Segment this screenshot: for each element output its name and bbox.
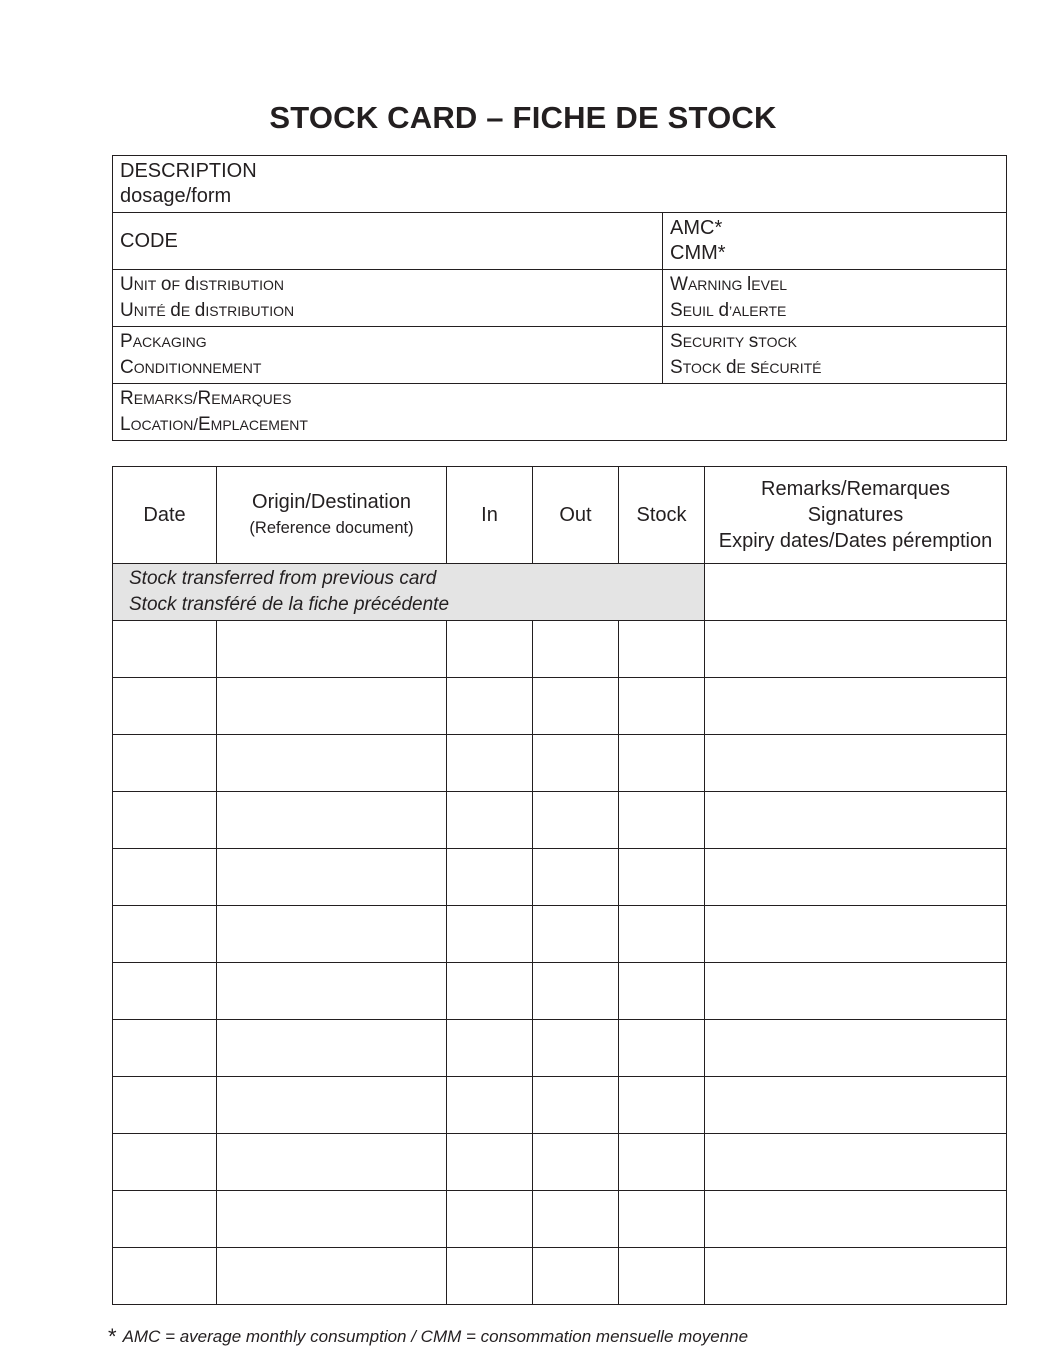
remarks-label: REMARKS/REMARQUES [120,388,292,409]
cell-date[interactable] [113,1020,217,1077]
cell-origin[interactable] [217,735,447,792]
security-fr-label: STOCK dE sÉCURITÉ [670,357,822,378]
cell-stock[interactable] [619,735,705,792]
cell-out[interactable] [533,1077,619,1134]
table-row [113,735,1007,792]
cell-remarks[interactable] [705,1077,1007,1134]
header-out: Out [533,467,619,564]
cell-date[interactable] [113,963,217,1020]
table-row [113,1191,1007,1248]
cell-in[interactable] [447,1077,533,1134]
amc-label: AMC* [670,217,723,239]
header-origin-label: Origin/Destination [252,491,411,513]
cell-stock[interactable] [619,849,705,906]
cell-date[interactable] [113,621,217,678]
cell-stock[interactable] [619,906,705,963]
transfer-en-label: Stock transferred from previous card [129,568,437,589]
header-remarks-label: Remarks/Remarques [761,478,950,500]
cell-remarks[interactable] [705,906,1007,963]
cell-in[interactable] [447,735,533,792]
cell-date[interactable] [113,1191,217,1248]
cell-out[interactable] [533,621,619,678]
warning-level-field[interactable] [663,270,1007,327]
location-label: LOCATION/EMPLACEMENT [120,414,308,435]
cell-origin[interactable] [217,1077,447,1134]
cell-out[interactable] [533,678,619,735]
cell-stock[interactable] [619,1077,705,1134]
cell-stock[interactable] [619,1191,705,1248]
cell-origin[interactable] [217,1134,447,1191]
description-field[interactable] [113,156,1007,213]
cell-in[interactable] [447,963,533,1020]
cell-remarks[interactable] [705,1020,1007,1077]
cell-date[interactable] [113,1134,217,1191]
description-label: DESCRIPTION [120,160,257,182]
cell-in[interactable] [447,792,533,849]
table-row [113,1077,1007,1134]
cell-origin[interactable] [217,1248,447,1305]
cell-in[interactable] [447,1191,533,1248]
cell-stock[interactable] [619,792,705,849]
cell-stock[interactable] [619,1020,705,1077]
cell-in[interactable] [447,1134,533,1191]
transfer-cell [113,564,705,621]
cell-origin[interactable] [217,1191,447,1248]
cell-stock[interactable] [619,1134,705,1191]
table-row [113,1134,1007,1191]
header-reference-label: (Reference document) [249,519,414,537]
cell-origin[interactable] [217,621,447,678]
cell-remarks[interactable] [705,735,1007,792]
code-field[interactable] [113,213,663,270]
header-date: Date [113,467,217,564]
cell-stock[interactable] [619,621,705,678]
unit-of-distribution-field[interactable] [113,270,663,327]
table-row [113,906,1007,963]
footnote [108,1324,748,1350]
transfer-remarks-cell[interactable] [705,564,1007,621]
cell-origin[interactable] [217,906,447,963]
unit-en-label: UNIT oF dISTRIBUTION [120,274,284,295]
cell-in[interactable] [447,849,533,906]
packaging-en-label: PACKAGING [120,331,207,352]
cell-origin[interactable] [217,849,447,906]
amc-field[interactable] [663,213,1007,270]
table-row [113,678,1007,735]
warning-en-label: WARNING lEVEL [670,274,788,295]
cell-stock[interactable] [619,1248,705,1305]
cell-out[interactable] [533,849,619,906]
unit-fr-label: UNITÉ dE dISTRIBUTION [120,300,295,321]
cell-origin[interactable] [217,963,447,1020]
header-expiry-label: Expiry dates/Dates péremption [718,530,993,552]
table-row [113,1020,1007,1077]
packaging-fr-label: CONDITIONNEMENT [120,357,262,378]
page-title: STOCK CARD – FICHE DE STOCK [269,100,777,135]
cell-date[interactable] [113,849,217,906]
dosage-form-label: dosage/form [120,185,232,207]
cell-date[interactable] [113,1248,217,1305]
cell-out[interactable] [533,1248,619,1305]
cell-out[interactable] [533,735,619,792]
transfer-fr-label: Stock transféré de la fiche précédente [129,594,450,615]
remarks-location-field[interactable] [113,384,1007,441]
cell-in[interactable] [447,678,533,735]
cell-in[interactable] [447,1020,533,1077]
cell-remarks[interactable] [705,1191,1007,1248]
product-info-table [112,155,1007,441]
cell-date[interactable] [113,792,217,849]
cell-remarks[interactable] [705,849,1007,906]
table-row [113,1248,1007,1305]
cell-remarks[interactable] [705,621,1007,678]
packaging-field[interactable] [113,327,663,384]
header-remarks [705,467,1007,564]
cell-origin[interactable] [217,678,447,735]
cell-out[interactable] [533,963,619,1020]
table-row [113,621,1007,678]
code-label: CODE [120,229,178,252]
cell-origin[interactable] [217,792,447,849]
cell-remarks[interactable] [705,963,1007,1020]
cell-remarks[interactable] [705,1248,1007,1305]
cmm-label: CMM* [670,242,726,264]
cell-origin[interactable] [217,1020,447,1077]
cell-in[interactable] [447,1248,533,1305]
cell-out[interactable] [533,1134,619,1191]
cell-remarks[interactable] [705,792,1007,849]
cell-date[interactable] [113,678,217,735]
footnote-star: * [108,1324,117,1349]
security-stock-field[interactable] [663,327,1007,384]
cell-out[interactable] [533,1020,619,1077]
header-stock: Stock [619,467,705,564]
warning-fr-label: SEUIL d’ALERTE [670,300,787,321]
cell-in[interactable] [447,906,533,963]
cell-date[interactable] [113,735,217,792]
header-origin-destination [217,467,447,564]
header-in: In [447,467,533,564]
cell-date[interactable] [113,1077,217,1134]
footnote-text: AMC = average monthly consumption / CMM = consommation mensuelle moyenne [122,1327,749,1346]
cell-stock[interactable] [619,963,705,1020]
cell-remarks[interactable] [705,678,1007,735]
stock-movements-table [112,466,1007,1305]
cell-out[interactable] [533,906,619,963]
cell-out[interactable] [533,792,619,849]
table-row [113,963,1007,1020]
security-en-label: SECURITY sTOCK [670,331,797,352]
table-row [113,792,1007,849]
cell-out[interactable] [533,1191,619,1248]
cell-in[interactable] [447,621,533,678]
cell-date[interactable] [113,906,217,963]
table-row [113,849,1007,906]
header-signatures-label: Signatures [807,504,904,526]
cell-remarks[interactable] [705,1134,1007,1191]
cell-stock[interactable] [619,678,705,735]
transfer-row [113,564,1007,621]
